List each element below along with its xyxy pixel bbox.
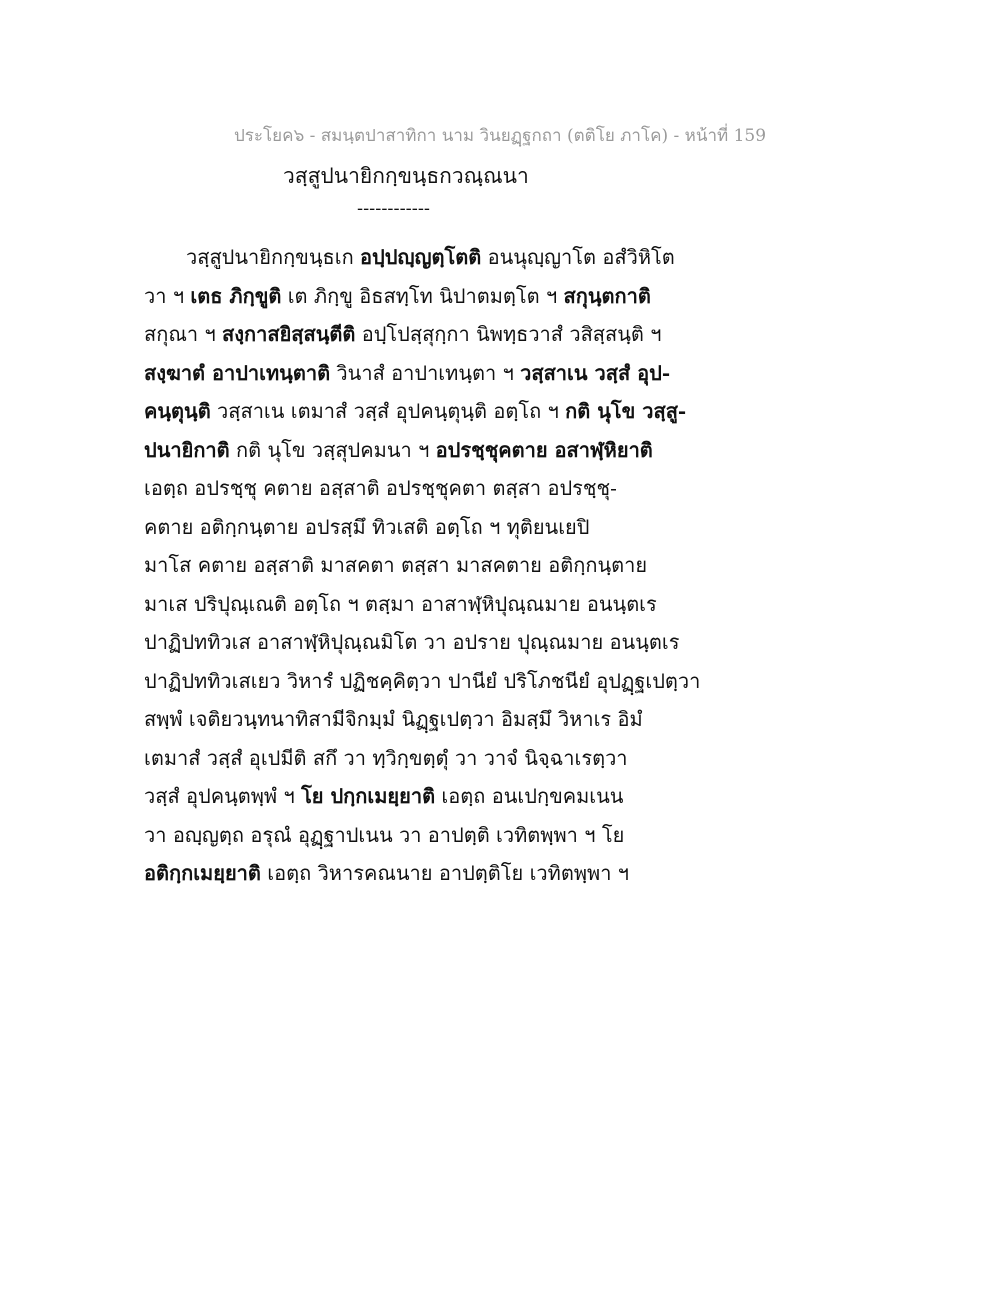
text-segment: อปฺโปสฺสุกฺกา นิพทฺธวาสํ วสิสฺสนฺติ ฯ bbox=[355, 322, 662, 346]
text-line bbox=[144, 315, 704, 354]
text-segment: เอตฺถ อนเปกฺขคมเนน bbox=[435, 784, 624, 808]
text-line bbox=[144, 354, 704, 393]
bold-term: เตธ ภิกฺขูติ bbox=[190, 283, 282, 308]
body-text bbox=[144, 238, 704, 893]
bold-term: อปฺปญฺญตฺโตติ bbox=[360, 245, 482, 269]
text-line bbox=[144, 277, 704, 316]
bold-term: ปนายิกาติ bbox=[144, 437, 230, 462]
bold-term: สกุนฺตกาติ bbox=[563, 283, 651, 308]
bold-term: กติ นุโข วสฺสู- bbox=[565, 399, 687, 423]
bold-term: โย ปกฺกเมยฺยาติ bbox=[301, 784, 436, 808]
text-segment: วสฺสํ อุปคนฺตพฺพํ ฯ bbox=[144, 784, 302, 808]
text-segment: สกุณา ฯ bbox=[144, 322, 223, 346]
text-line bbox=[144, 546, 704, 585]
text-segment: กติ นุโข วสฺสุปคมนา ฯ bbox=[229, 437, 436, 462]
bold-term: อติกฺกเมยฺยาติ bbox=[144, 861, 261, 885]
text-segment: สพฺพํ เจติยวนฺทนาทิสามีจิกมฺมํ นิฏฺฐเปตฺวา อิมสฺมึ วิหาเร อิมํ bbox=[144, 707, 643, 731]
text-segment: คตาย อติกฺกนฺตาย อปรสฺมึ ทิวเสติ อตฺโถ ฯ ทุติยนเยปิ bbox=[144, 514, 590, 539]
bold-term: คนฺตุนฺติ bbox=[144, 399, 211, 423]
bold-term: สงฺกาสยิสฺสนฺตีติ bbox=[222, 322, 356, 346]
text-segment: วสฺสาเน เตมาสํ วสฺสํ อุปคนฺตุนฺติ อตฺโถ ฯ bbox=[210, 399, 566, 423]
text-line bbox=[144, 623, 704, 662]
text-segment: ปาฏิปททิวเส อาสาฬฺหิปุณฺณมิโต วา อปราย ปุณฺณมาย อนนฺตเร bbox=[144, 630, 680, 654]
text-segment: วา อญฺญตฺถ อรุณํ อุฏฺฐาปเนน วา อาปตฺติ เวทิตพฺพา ฯ โย bbox=[144, 822, 625, 847]
bold-term: สงฺฆาตํ อาปาเทนฺตาติ bbox=[144, 360, 331, 385]
text-line bbox=[144, 508, 704, 547]
bold-term: อปรชฺชุคตาย อสาฬฺหิยาติ bbox=[435, 437, 653, 462]
text-segment: ปาฏิปททิวเสเยว วิหารํ ปฏิชคฺคิตฺวา ปานียํ ปริโภชนียํ อุปฏฺฐเปตฺวา bbox=[144, 668, 701, 693]
text-line bbox=[144, 700, 704, 739]
text-line bbox=[144, 662, 704, 701]
bold-term: วสฺสาเน วสฺสํ อุป- bbox=[520, 360, 671, 385]
text-line bbox=[144, 431, 704, 470]
text-line bbox=[144, 816, 704, 855]
text-segment: วสฺสูปนายิกกฺขนฺธเก bbox=[186, 245, 361, 269]
text-segment: มาเส ปริปุณฺเณติ อตฺโถ ฯ ตสฺมา อาสาฬฺหิปุณฺณมาย อนนฺตเร bbox=[144, 591, 657, 616]
text-line bbox=[144, 469, 704, 508]
text-segment: อนนุญฺญาโต อสํวิหิโต bbox=[481, 245, 675, 269]
text-line bbox=[144, 585, 704, 624]
text-line bbox=[144, 777, 704, 816]
page-header: ประโยค๖ - สมนฺตปาสาทิกา นาม วินยฏฺฐกถา (ตติโย ภาโค) - หน้าที่ 159 bbox=[233, 126, 767, 146]
text-line bbox=[144, 392, 704, 431]
text-line bbox=[144, 854, 704, 893]
text-segment: มาโส คตาย อสฺสาติ มาสคตา ตสฺสา มาสคตาย อติกฺกนฺตาย bbox=[144, 553, 648, 577]
text-line bbox=[144, 238, 704, 277]
text-segment: เอตฺถ วิหารคณนาย อาปตฺติโย เวทิตพฺพา ฯ bbox=[260, 861, 630, 885]
title-divider: ------------ bbox=[357, 198, 430, 219]
text-segment: เตมาสํ วสฺสํ อุเปมีติ สกึ วา ทฺวิกฺขตฺตุํ วา วาจํ นิจฺฉาเรตฺวา bbox=[144, 745, 628, 770]
text-segment: วา ฯ bbox=[144, 283, 191, 308]
text-segment: วินาสํ อาปาเทนฺตา ฯ bbox=[330, 360, 521, 385]
text-line bbox=[144, 739, 704, 778]
text-segment: เอตฺถ อปรชฺชุ คตาย อสฺสาติ อปรชฺชุคตา ตสฺสา อปรชฺชุ- bbox=[144, 476, 617, 500]
section-title: วสฺสูปนายิกกฺขนฺธกวณฺณนา bbox=[283, 164, 529, 188]
text-segment: เต ภิกฺขู อิธสทฺโท นิปาตมตฺโต ฯ bbox=[281, 283, 564, 308]
